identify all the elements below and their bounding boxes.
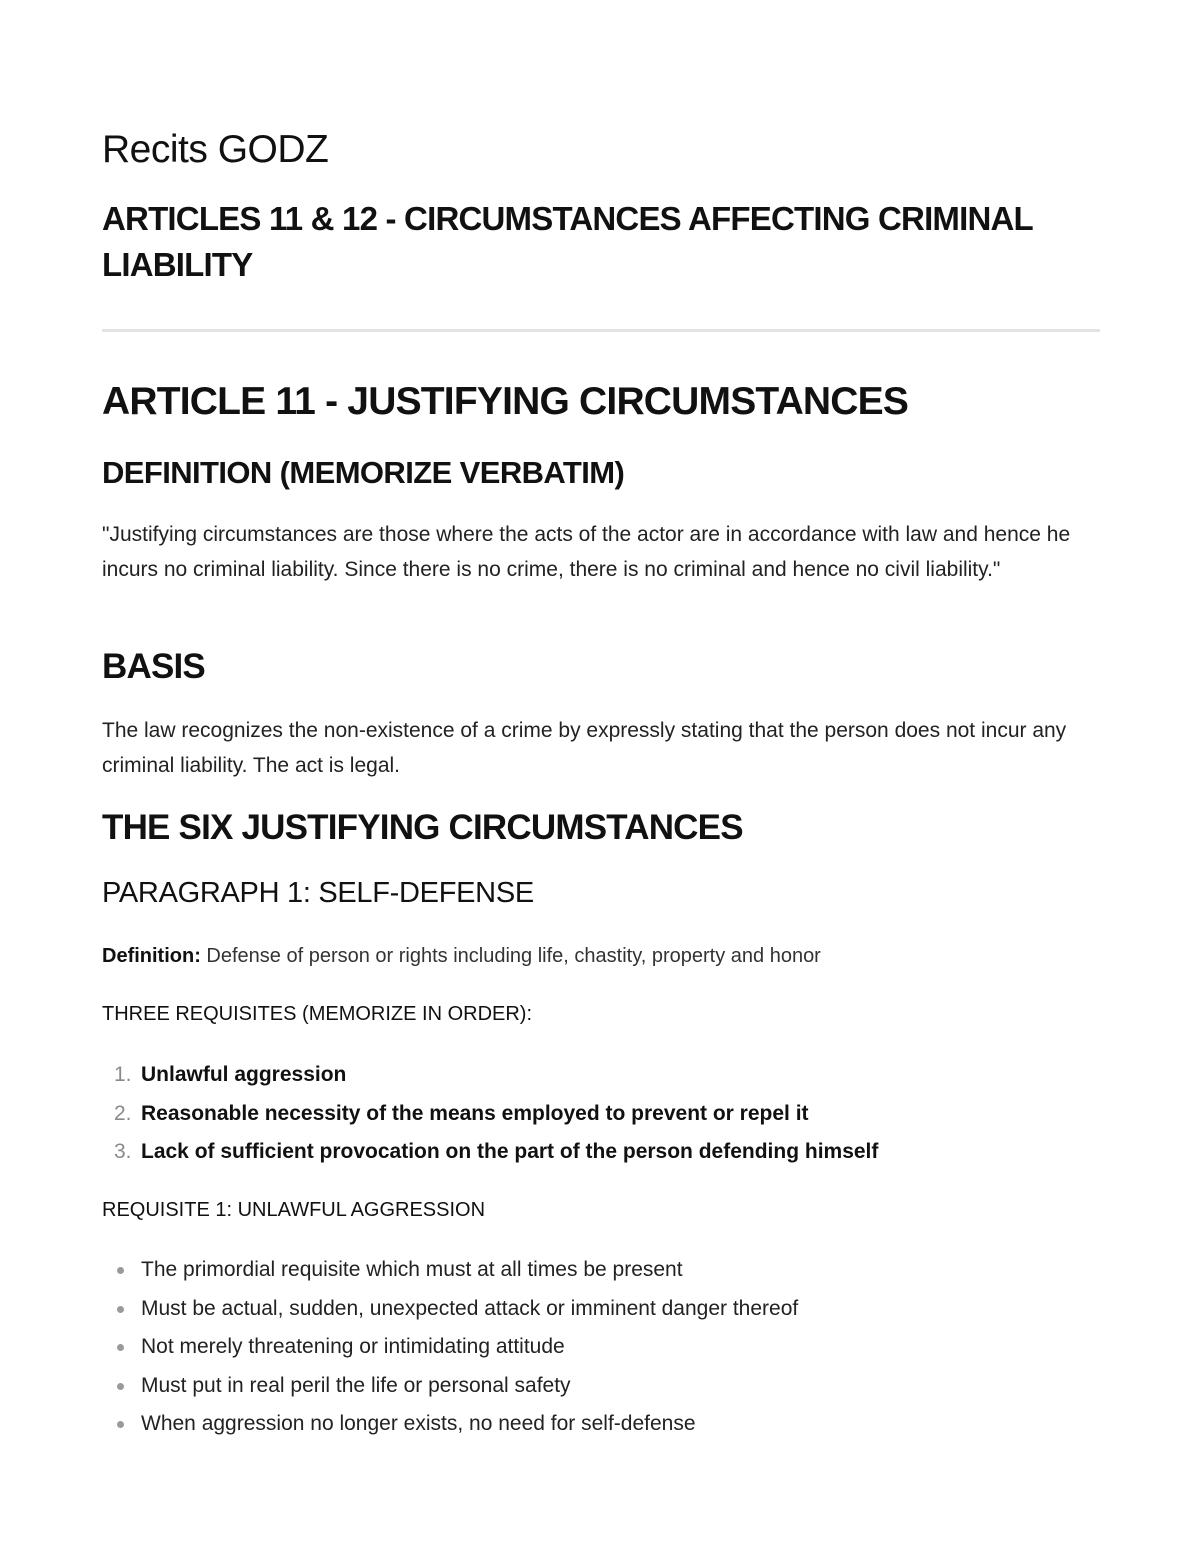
point-text: Not merely threatening or intimidating attitude — [141, 1335, 565, 1358]
requisite-text: Unlawful aggression — [141, 1063, 347, 1086]
list-item — [102, 1257, 1100, 1296]
list-item — [102, 1296, 1100, 1335]
bullet-icon — [117, 1421, 124, 1428]
list-item — [102, 1411, 1100, 1450]
basis-heading: BASIS — [102, 647, 205, 686]
basis-text: The law recognizes the non-existence of a crime by expressly stating that the person does not incur any criminal liability. The act is legal. — [102, 719, 1067, 777]
point-text: The primordial requisite which must at all times be present — [141, 1258, 683, 1281]
requisites-heading: THREE REQUISITES (MEMORIZE IN ORDER): — [102, 1003, 533, 1025]
point-text: Must be actual, sudden, unexpected attack or imminent danger thereof — [141, 1296, 799, 1320]
definition-heading: DEFINITION (MEMORIZE VERBATIM) — [102, 455, 625, 490]
horizontal-divider — [102, 329, 1100, 332]
definition-value: Defense of person or rights including life, chastity, property and honor — [200, 945, 821, 967]
requisite-text: Reasonable necessity of the means employed to prevent or repel it — [141, 1101, 809, 1125]
point-text: Must put in real peril the life or personal safety — [141, 1373, 571, 1397]
requisites-list — [102, 1062, 1100, 1178]
requisite-1-points — [102, 1257, 1100, 1450]
list-item — [102, 1101, 1100, 1140]
point-text: When aggression no longer exists, no need for self-defense — [141, 1412, 696, 1435]
list-number: 2. — [114, 1101, 132, 1125]
list-item — [102, 1139, 1100, 1178]
six-circumstances-heading: THE SIX JUSTIFYING CIRCUMSTANCES — [102, 808, 743, 847]
article-11-heading: ARTICLE 11 - JUSTIFYING CIRCUMSTANCES — [102, 380, 909, 423]
requisite-1-heading: REQUISITE 1: UNLAWFUL AGGRESSION — [102, 1199, 486, 1221]
bullet-icon — [117, 1267, 124, 1274]
bullet-icon — [117, 1383, 124, 1390]
paragraph-1-heading: PARAGRAPH 1: SELF-DEFENSE — [102, 877, 534, 909]
list-number: 3. — [114, 1140, 132, 1163]
definition-label: Definition: — [102, 945, 201, 967]
definition-text: "Justifying circumstances are those where the acts of the actor are in accordance with law and hence he incurs no criminal liability. Since there is no crime, there is no criminal and hence no civil liability." — [102, 523, 1071, 581]
document-title: Recits GODZ — [102, 128, 329, 171]
bullet-icon — [117, 1306, 124, 1313]
list-item — [102, 1334, 1100, 1373]
list-item — [102, 1062, 1100, 1101]
self-defense-definition — [102, 945, 821, 968]
list-number: 1. — [114, 1063, 132, 1086]
document-subtitle: ARTICLES 11 & 12 - CIRCUMSTANCES AFFECTING CRIMINAL LIABILITY — [102, 200, 1033, 283]
bullet-icon — [117, 1344, 124, 1351]
requisite-text: Lack of sufficient provocation on the part of the person defending himself — [141, 1140, 879, 1163]
list-item — [102, 1373, 1100, 1412]
